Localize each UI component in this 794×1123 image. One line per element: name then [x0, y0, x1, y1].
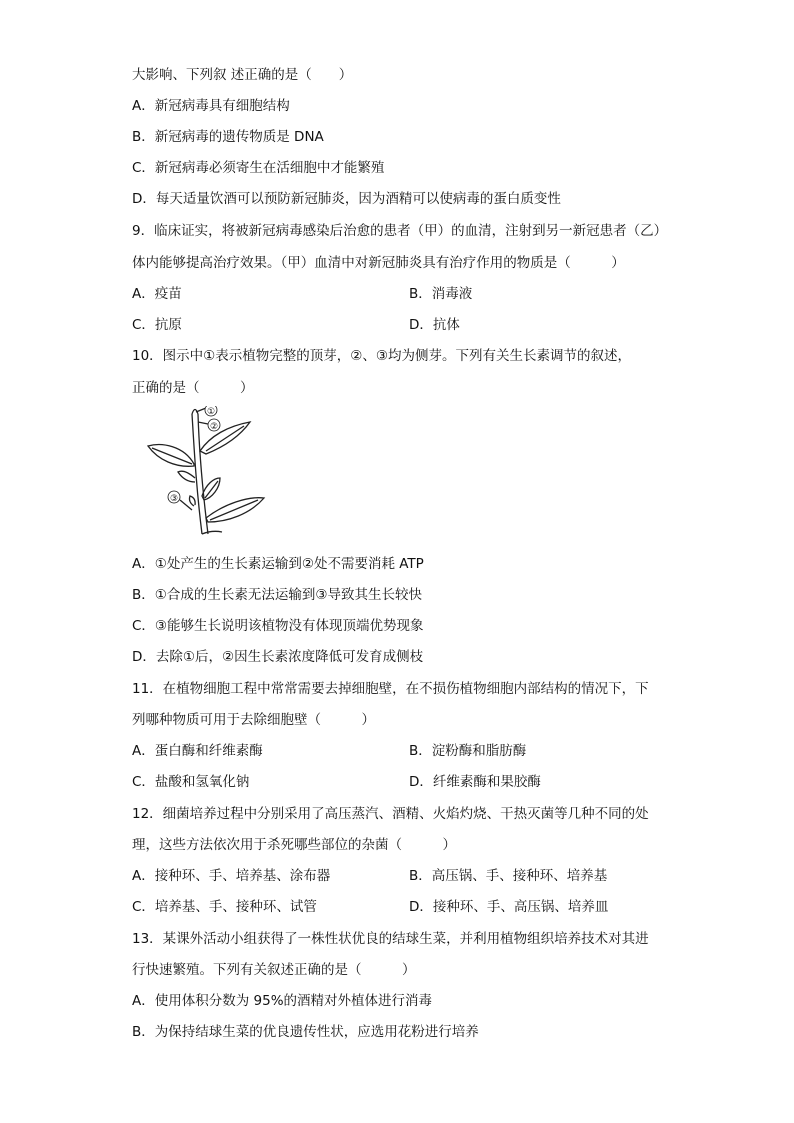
option-c: C．培养基、手、接种环、试管: [132, 899, 317, 915]
option-a: A．疫苗: [132, 286, 182, 302]
option-a: A．蛋白酶和纤维素酶: [132, 743, 263, 759]
label-3: ③: [169, 494, 179, 504]
option-b: B．消毒液: [409, 286, 473, 302]
option-a: A．①处产生的生长素运输到②处不需要消耗 ATP: [132, 556, 424, 572]
question-12-stem: 12．细菌培养过程中分别采用了高压蒸汽、酒精、火焰灼烧、干热灭菌等几种不同的处: [132, 806, 649, 822]
option-d: D．去除①后，②因生长素浓度降低可发育成侧枝: [132, 649, 424, 665]
option-b: B．为保持结球生菜的优良遗传性状，应选用花粉进行培养: [132, 1024, 479, 1040]
option-c: C．③能够生长说明该植物没有体现顶端优势现象: [132, 618, 424, 634]
option-c: C．新冠病毒必须寄生在活细胞中才能繁殖: [132, 160, 385, 176]
option-c: C．抗原: [132, 317, 182, 333]
option-b: B．淀粉酶和脂肪酶: [409, 743, 527, 759]
question-13-stem: 13．某课外活动小组获得了一株性状优良的结球生菜，并利用植物组织培养技术对其进: [132, 931, 649, 947]
question-9-stem-cont: 体内能够提高治疗效果。（甲）血清中对新冠肺炎具有治疗作用的物质是（ ）: [132, 255, 625, 271]
question-12-stem-cont: 理，这些方法依次用于杀死哪些部位的杂菌（ ）: [132, 837, 456, 853]
question-9-stem: 9．临床证实，将被新冠病毒感染后治愈的患者（甲）的血清，注射到另一新冠患者（乙）: [132, 223, 668, 239]
question-10-stem: 10．图示中①表示植物完整的顶芽，②、③均为侧芽。下列有关生长素调节的叙述，: [132, 348, 631, 364]
question-11-stem-cont: 列哪种物质可用于去除细胞壁（ ）: [132, 712, 375, 728]
option-b: B．①合成的生长素无法运输到③导致其生长较快: [132, 587, 422, 603]
option-a: A．接种环、手、培养基、涂布器: [132, 868, 331, 884]
option-a: A．新冠病毒具有细胞结构: [132, 98, 290, 114]
option-a: A．使用体积分数为 95%的酒精对外植体进行消毒: [132, 993, 433, 1009]
text-line: 大影响、下列叙 述正确的是（ ）: [132, 67, 353, 83]
option-d: D．每天适量饮酒可以预防新冠肺炎，因为酒精可以使病毒的蛋白质变性: [132, 191, 561, 207]
question-13-stem-cont: 行快速繁殖。下列有关叙述正确的是（ ）: [132, 962, 416, 978]
question-10-stem-cont: 正确的是（ ）: [132, 380, 254, 396]
plant-bud-diagram: [140, 406, 285, 536]
label-2: ②: [209, 422, 219, 432]
option-d: D．纤维素酶和果胶酶: [409, 774, 541, 790]
option-b: B．新冠病毒的遗传物质是 DNA: [132, 129, 324, 145]
option-b: B．高压锅、手、接种环、培养基: [409, 868, 608, 884]
option-d: D．抗体: [409, 317, 460, 333]
label-1: ①: [206, 407, 216, 417]
question-11-stem: 11．在植物细胞工程中常常需要去掉细胞壁，在不损伤植物细胞内部结构的情况下，下: [132, 681, 649, 697]
option-c: C．盐酸和氢氧化钠: [132, 774, 250, 790]
option-d: D．接种环、手、高压锅、培养皿: [409, 899, 609, 915]
